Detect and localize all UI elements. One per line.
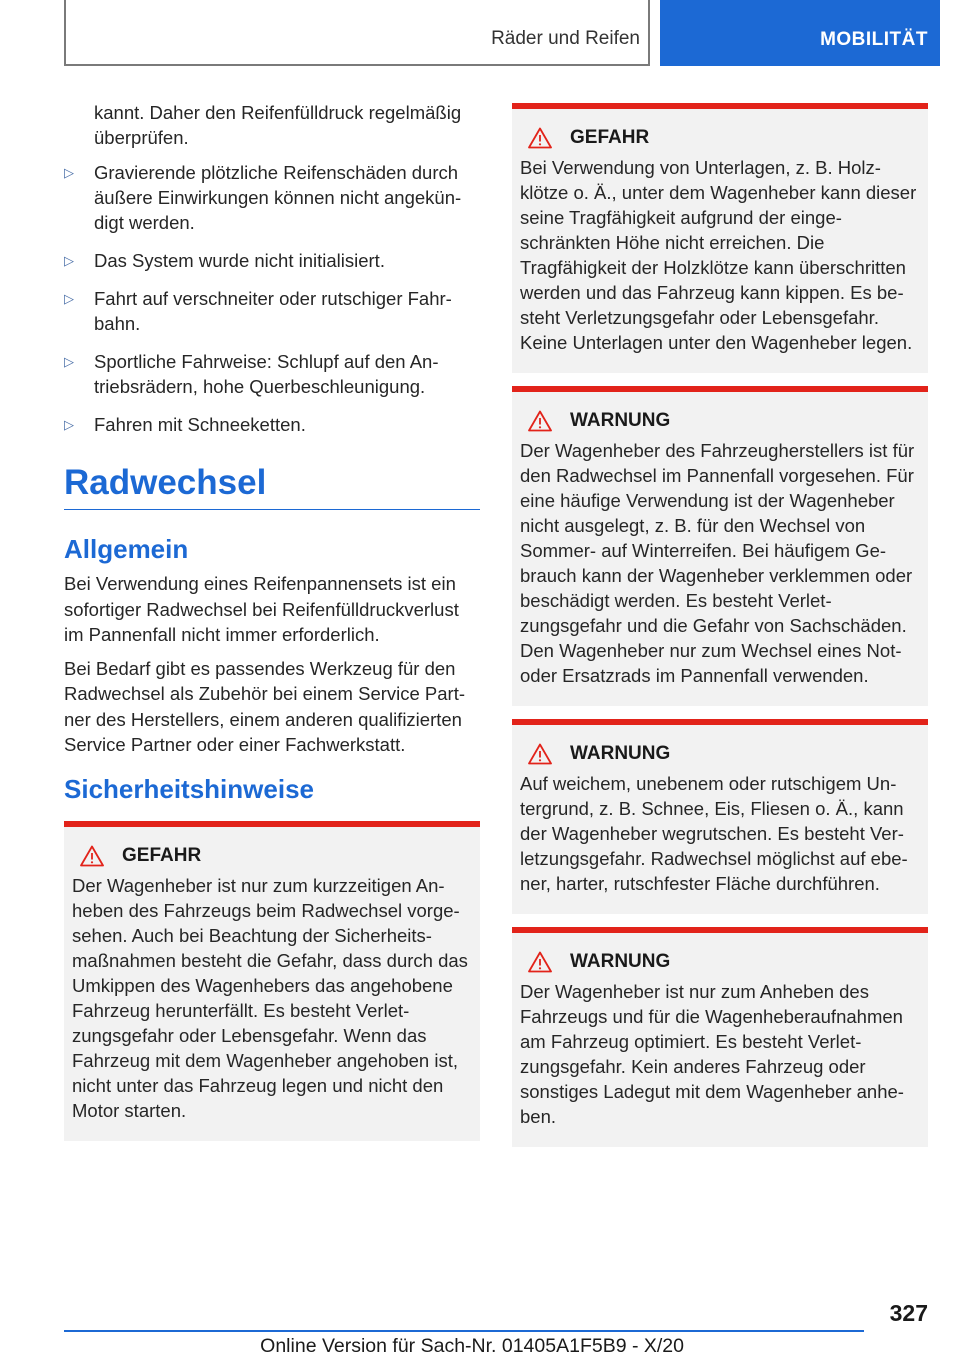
warning-title [520, 410, 920, 432]
list-item-text: Das System wurde nicht initialisiert. [94, 250, 385, 271]
footer-divider [64, 1330, 864, 1332]
danger-box [512, 103, 928, 373]
danger-title [72, 845, 472, 867]
triangle-right-icon: ▷ [64, 417, 74, 432]
warning-title-text: WARNUNG [570, 951, 671, 972]
danger-box [64, 821, 480, 1141]
list-item [64, 412, 480, 437]
list-item-text: Fahrt auf verschneiter oder rutschiger Fahrbahn. [94, 288, 452, 334]
warning-triangle-icon [528, 127, 552, 149]
danger-text: Bei Verwendung von Unterlagen, z. B. Holzklötze o. Ä., unter dem Wagenheber kann dieser seine Tragfähigkeit aufgrund der eingeschränkten Höhe nicht erreichen. Die Tragfähigkeit der Holzklötze kann überschritten werden und das Fahrzeug kann kippen. Es besteht Verletzungsgefahr oder Lebensgefahr. Keine Unterlagen unter den Wagenheber legen. [520, 157, 917, 353]
section-title: Räder und Reifen [491, 28, 640, 49]
heading-allgemein: Allgemein [64, 534, 189, 564]
left-column [64, 100, 480, 1141]
heading-sicherheitshinweise: Sicherheitshinweise [64, 773, 314, 804]
chapter-title[interactable]: MOBILITÄT [820, 29, 928, 50]
triangle-right-icon: ▷ [64, 165, 74, 180]
warning-title [520, 951, 920, 973]
danger-title-text: GEFAHR [122, 844, 202, 866]
warning-triangle-icon [528, 951, 552, 973]
heading-radwechsel: Radwechsel [64, 463, 480, 510]
warning-text: Der Wagenheber des Fahrzeugherstellers ist für den Radwechsel im Pannenfall vorgesehen. Für eine häufige Verwendung ist der Wagenheber nicht ausgelegt, z. B. für den Wechsel von Sommer- auf Winterreifen. Bei häufigem Gebrauch kann der Wagenheber verklemmen oder beschädigt werden. Es besteht Verletzungsgefahr und die Gefahr von Sachschäden. Den Wagenheber nur zum Wechsel eines Not- oder Ersatzrads im Pannenfall verwenden. [520, 440, 915, 686]
warning-title [520, 743, 920, 765]
continuation-text: kannt. Daher den Reifenfülldruck regelmäßig überprüfen. [94, 102, 462, 148]
paragraph-1: Bei Verwendung eines Reifenpannensets ist ein sofortiger Radwechsel bei Reifenfülldruckverlust im Pannenfall nicht immer erforderlich. [64, 573, 459, 645]
list-item [64, 248, 480, 273]
right-column [512, 103, 928, 1160]
list-item [64, 160, 480, 235]
list-item-text: Sportliche Fahrweise: Schlupf auf den Antriebsrädern, hohe Querbeschleunigung. [94, 351, 439, 397]
online-version-link[interactable]: Online Version für Sach-Nr. 01405A1F5B9 - X/20 [260, 1335, 684, 1357]
warning-triangle-icon [80, 845, 104, 867]
triangle-right-icon: ▷ [64, 354, 74, 369]
list-item [64, 349, 480, 399]
warning-text: Auf weichem, unebenem oder rutschigem Untergrund, z. B. Schnee, Eis, Fliesen o. Ä., kann der Wagenheber wegrutschen. Es besteht Verletzungsgefahr. Radwechsel möglichst auf ebener, harter, rutschfester Fläche durchführen. [520, 773, 908, 894]
triangle-right-icon: ▷ [64, 291, 74, 306]
danger-title [520, 127, 920, 149]
warning-title-text: WARNUNG [570, 743, 671, 764]
paragraph-2: Bei Bedarf gibt es passendes Werkzeug für den Radwechsel als Zubehör bei einem Service Partner des Herstellers, einem anderen qualifizierten Service Partner oder einer Fachwerkstatt. [64, 657, 466, 755]
warning-title-text: WARNUNG [570, 410, 671, 431]
warning-box [512, 386, 928, 706]
page-number: 327 [889, 1300, 928, 1326]
list-item-text: Gravierende plötzliche Reifenschäden durch äußere Einwirkungen können nicht angekündigt werden. [94, 162, 462, 233]
warning-triangle-icon [528, 410, 552, 432]
list-item [64, 286, 480, 336]
list-item-text: Fahren mit Schneeketten. [94, 414, 306, 435]
warning-triangle-icon [528, 743, 552, 765]
warning-box [512, 927, 928, 1147]
warning-text: Der Wagenheber ist nur zum Anheben des Fahrzeugs und für die Wagenheberaufnahmen am Fahrzeug optimiert. Es besteht Verletzungsgefahr. Kein anderes Fahrzeug oder sonstiges Ladegut mit dem Wagenheber anheben. [520, 981, 904, 1127]
warning-box [512, 719, 928, 914]
danger-text: Der Wagenheber ist nur zum kurzzeitigen Anheben des Fahrzeugs beim Radwechsel vorgesehen. Auch bei Beachtung der Sicherheitsmaßnahmen besteht die Gefahr, dass durch das Umkippen des Wagenhebers das angehobene Fahrzeug herunterfällt. Es besteht Verletzungsgefahr oder Lebensgefahr. Wenn das Fahrzeug mit dem Wagenheber angehoben ist, nicht unter das Fahrzeug legen und nicht den Motor starten. [72, 874, 468, 1121]
danger-title-text: GEFAHR [570, 127, 650, 148]
triangle-right-icon: ▷ [64, 253, 74, 268]
bullet-list [64, 160, 480, 437]
